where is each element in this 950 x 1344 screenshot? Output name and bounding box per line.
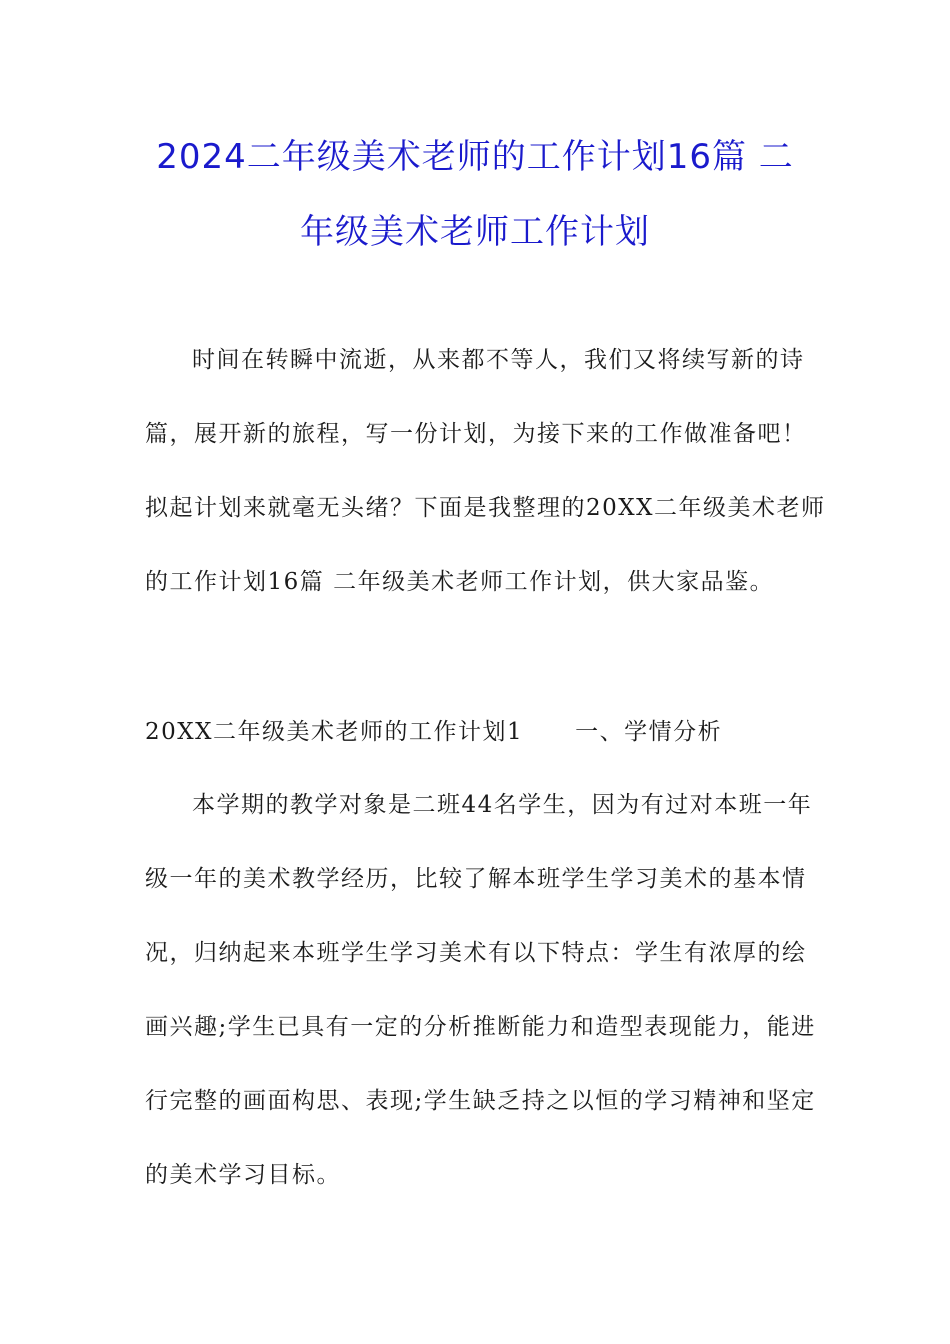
title-line-2: 年级美术老师工作计划 (300, 212, 650, 252)
document-title (120, 120, 830, 270)
section-heading-plan-title: 20XX二年级美术老师的工作计划1 (145, 719, 524, 745)
intro-line-3: 拟起计划来就毫无头绪？下面是我整理的20XX二年级美术老师 (145, 495, 826, 521)
body-line-3: 况，归纳起来本班学生学习美术有以下特点：学生有浓厚的绘 (145, 940, 807, 966)
analysis-paragraph (145, 785, 816, 1229)
section-heading-line (145, 712, 807, 786)
body-line-5: 行完整的画面构思、表现;学生缺乏持之以恒的学习精神和坚定 (145, 1088, 816, 1114)
body-line-6: 的美术学习目标。 (145, 1162, 341, 1188)
body-line-4: 画兴趣;学生已具有一定的分析推断能力和造型表现能力，能进 (145, 1014, 816, 1040)
body-line-2: 级一年的美术教学经历，比较了解本班学生学习美术的基本情 (145, 866, 807, 892)
section-heading (145, 712, 807, 786)
intro-paragraph (145, 340, 826, 636)
intro-line-2: 篇，展开新的旅程，写一份计划，为接下来的工作做准备吧！ (145, 421, 807, 447)
title-line-1: 2024二年级美术老师的工作计划16篇 二 (156, 137, 794, 177)
intro-line-1: 时间在转瞬中流逝，从来都不等人，我们又将续写新的诗 (192, 347, 805, 373)
intro-line-4: 的工作计划16篇 二年级美术老师工作计划，供大家品鉴。 (145, 569, 775, 595)
body-line-1: 本学期的教学对象是二班44名学生，因为有过对本班一年 (192, 792, 813, 818)
section-heading-subtitle: 一、学情分析 (575, 719, 723, 745)
